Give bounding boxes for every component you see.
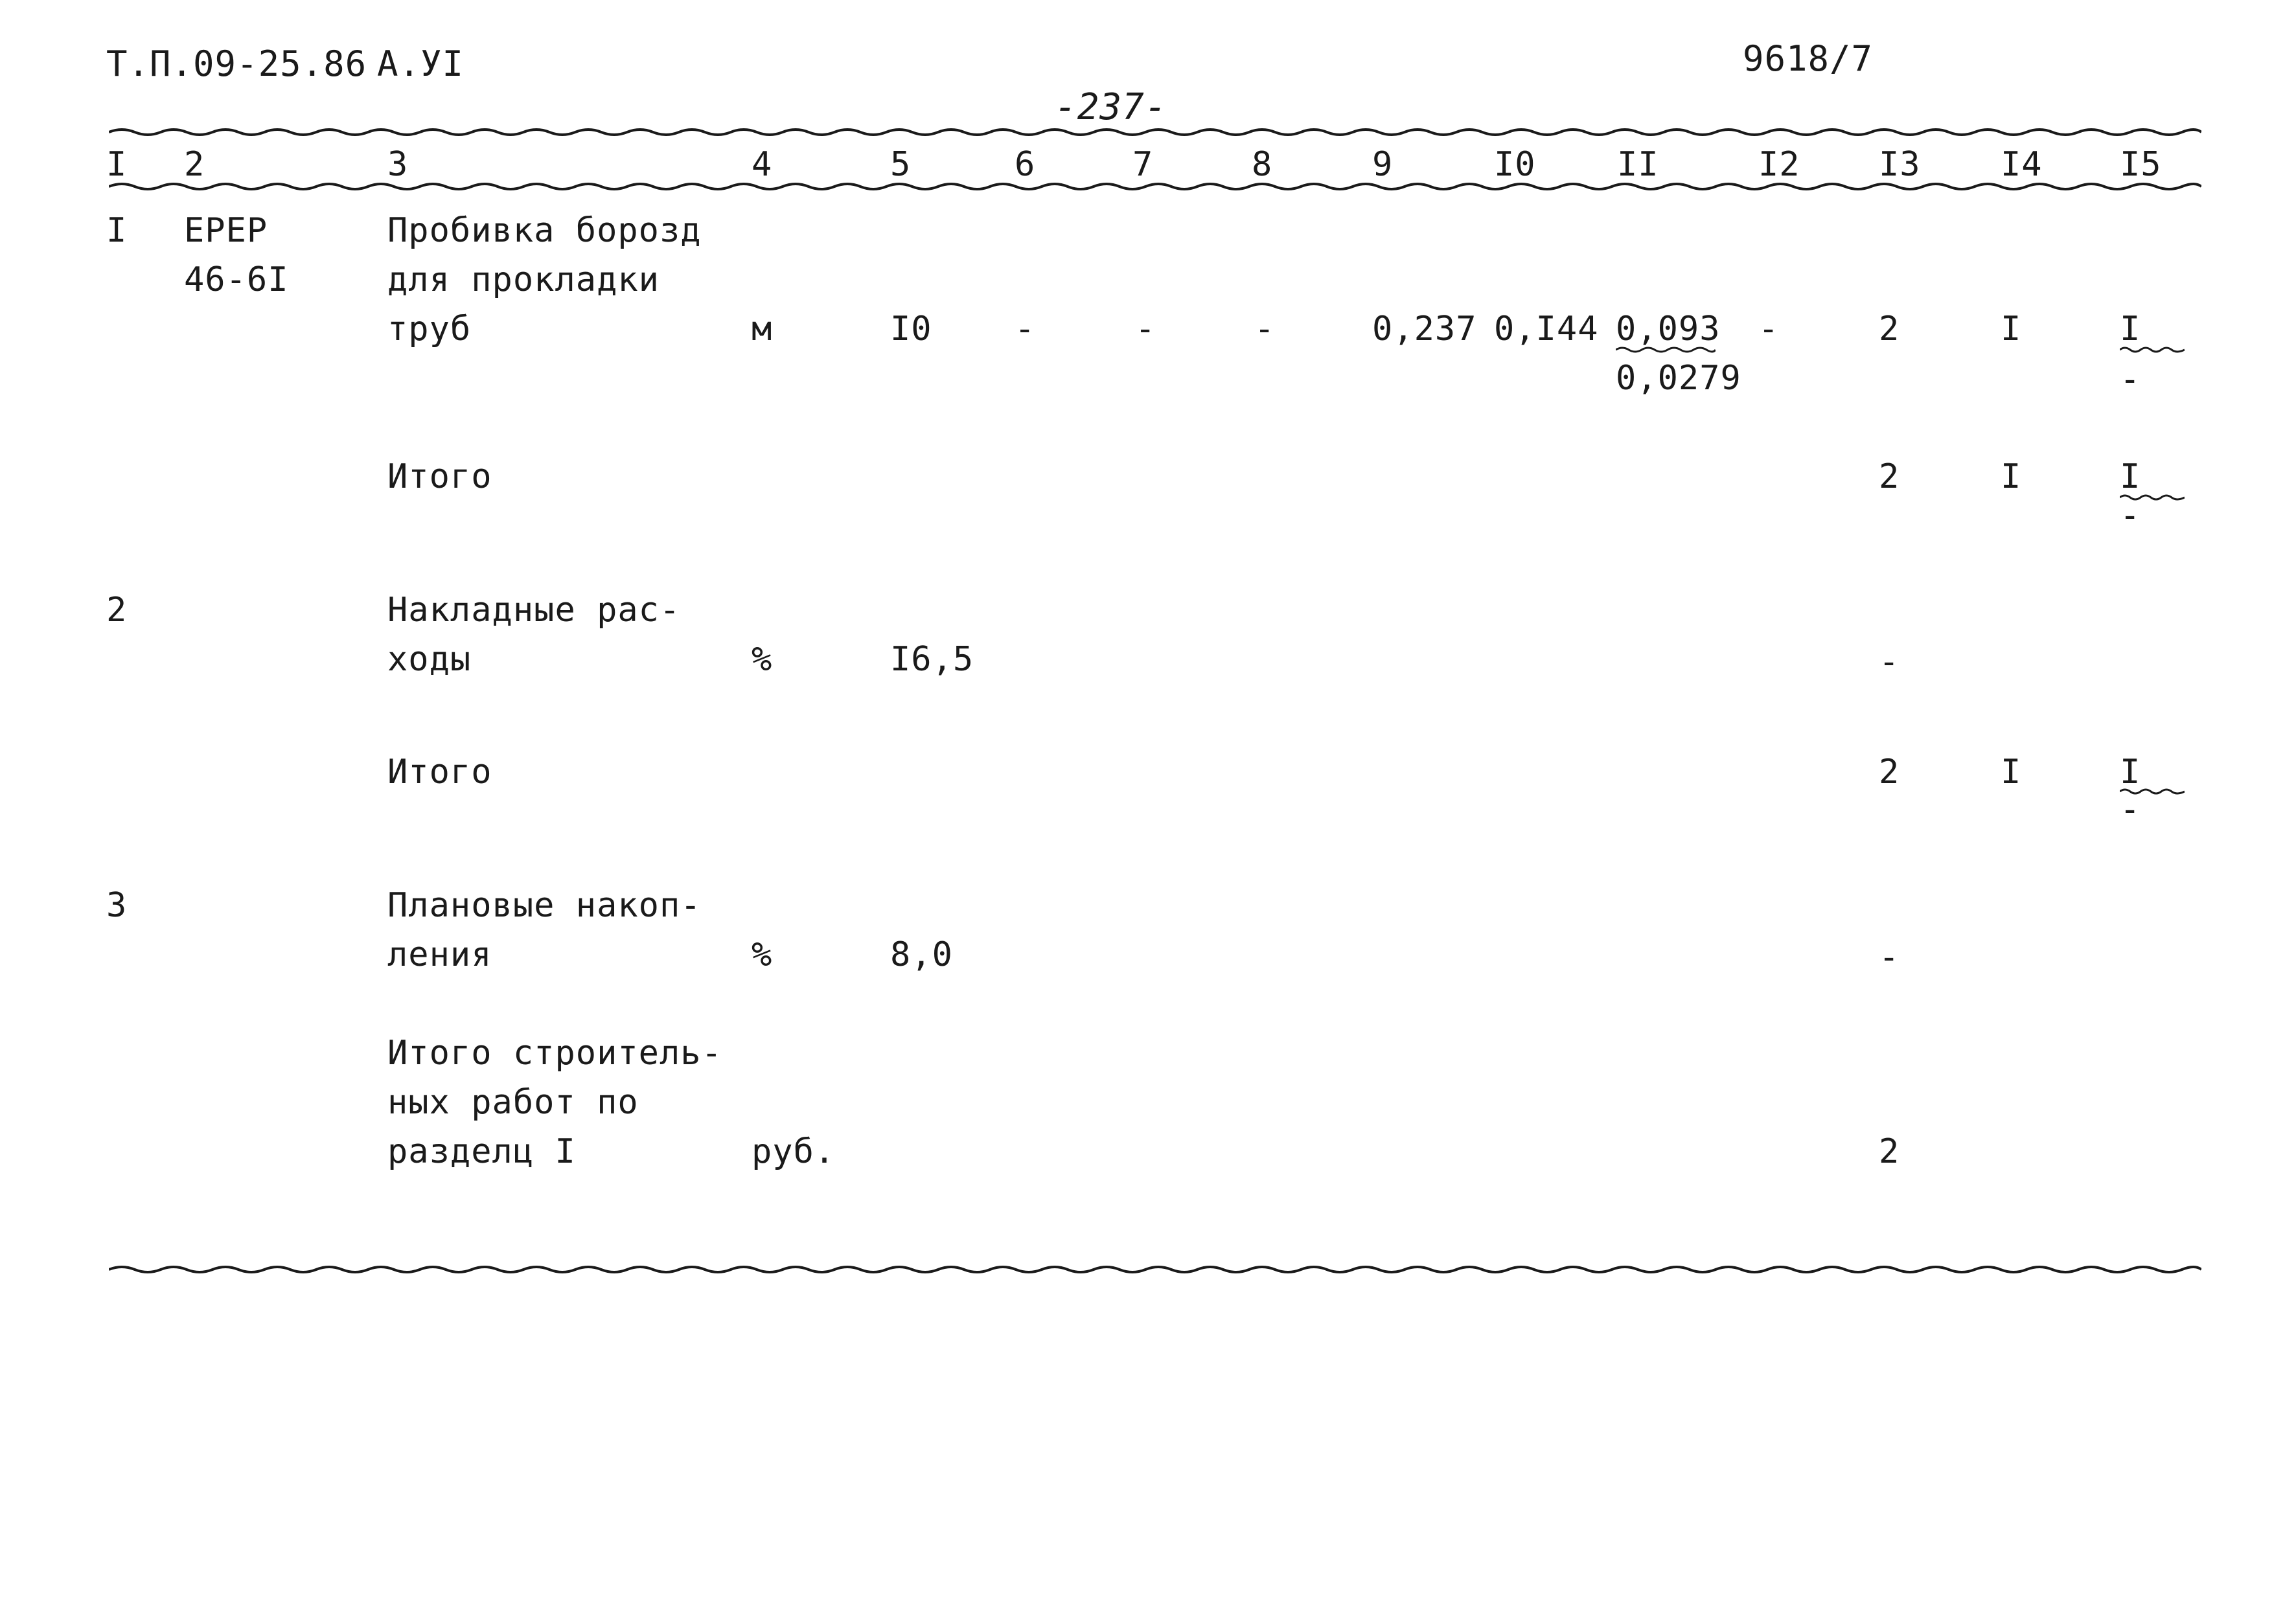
work-name-line: для прокладки — [387, 260, 660, 299]
column-header: I — [106, 145, 128, 184]
work-name-line: ных работ по — [387, 1083, 639, 1122]
cell-col9: 0,237 — [1372, 310, 1477, 348]
cell-col11-bottom: 0,0279 — [1616, 359, 1741, 398]
quantity: I6,5 — [890, 640, 974, 679]
table-bottom-rule — [109, 1262, 2201, 1277]
unit: руб. — [752, 1132, 836, 1171]
column-header: 2 — [184, 145, 205, 184]
unit: % — [752, 640, 773, 679]
column-header: I3 — [1879, 145, 1921, 184]
rate-code: ЕРЕР — [184, 211, 268, 250]
column-header: 7 — [1132, 145, 1154, 184]
wavy-underline — [2120, 345, 2185, 355]
top-rule — [109, 124, 2201, 140]
cell-col13: - — [1879, 643, 1900, 681]
rate-code: 46-6I — [184, 260, 289, 299]
row-number: 3 — [106, 886, 128, 925]
row-number: 2 — [106, 591, 128, 630]
column-header: 6 — [1015, 145, 1036, 184]
cell-col8: - — [1254, 310, 1276, 348]
album-label: А.УI — [377, 43, 465, 84]
work-name-line: Итого строитель- — [387, 1034, 722, 1073]
cell-col13: 2 — [1879, 457, 1900, 496]
work-name-line: ления — [387, 935, 492, 974]
column-header: 8 — [1252, 145, 1273, 184]
subtotal-label: Итого — [387, 457, 492, 496]
cell-col13: - — [1879, 938, 1900, 977]
cell-col14: I — [2001, 753, 2022, 792]
column-header: 4 — [752, 145, 773, 184]
cell-col6: - — [1015, 310, 1036, 348]
cell-col15-bottom: - — [2120, 496, 2141, 535]
cell-col13: 2 — [1879, 310, 1900, 348]
page-number: -237- — [1055, 86, 1167, 128]
cell-col15-top: I — [2120, 753, 2141, 792]
unit: м — [752, 310, 773, 348]
column-header: 9 — [1372, 145, 1394, 184]
work-name-line: Плановые накоп- — [387, 886, 702, 925]
sheet-number: 9618/7 — [1743, 38, 1874, 79]
cell-col13: 2 — [1879, 1132, 1900, 1171]
unit: % — [752, 935, 773, 974]
column-header: I0 — [1494, 145, 1536, 184]
quantity: 8,0 — [890, 935, 953, 974]
work-name-line: труб — [387, 310, 472, 348]
column-header: 3 — [387, 145, 409, 184]
cell-col14: I — [2001, 310, 2022, 348]
cell-col13: 2 — [1879, 753, 1900, 792]
cell-col15-top: I — [2120, 457, 2141, 496]
work-name-line: Накладные рас- — [387, 591, 681, 630]
column-header: II — [1617, 145, 1659, 184]
cell-col14: I — [2001, 457, 2022, 496]
work-name-line: ходы — [387, 640, 472, 679]
cell-col10: 0,I44 — [1494, 310, 1599, 348]
column-header: I5 — [2120, 145, 2162, 184]
cell-col11-top: 0,093 — [1616, 310, 1721, 348]
cell-col15-bottom: - — [2120, 790, 2141, 829]
quantity: I0 — [890, 310, 932, 348]
column-header: I4 — [2001, 145, 2043, 184]
wavy-underline — [1616, 345, 1716, 355]
cell-col15-bottom: - — [2120, 360, 2141, 399]
column-header: I2 — [1758, 145, 1800, 184]
work-name-line: разделц I — [387, 1132, 576, 1171]
column-header: 5 — [890, 145, 912, 184]
cell-col12: - — [1758, 310, 1780, 348]
cell-col15-top: I — [2120, 310, 2141, 348]
cell-col7: - — [1135, 310, 1156, 348]
document-code: Т.П.09-25.86 — [106, 43, 367, 84]
work-name-line: Пробивка борозд — [387, 211, 702, 250]
row-number: I — [106, 211, 128, 250]
subtotal-label: Итого — [387, 753, 492, 792]
